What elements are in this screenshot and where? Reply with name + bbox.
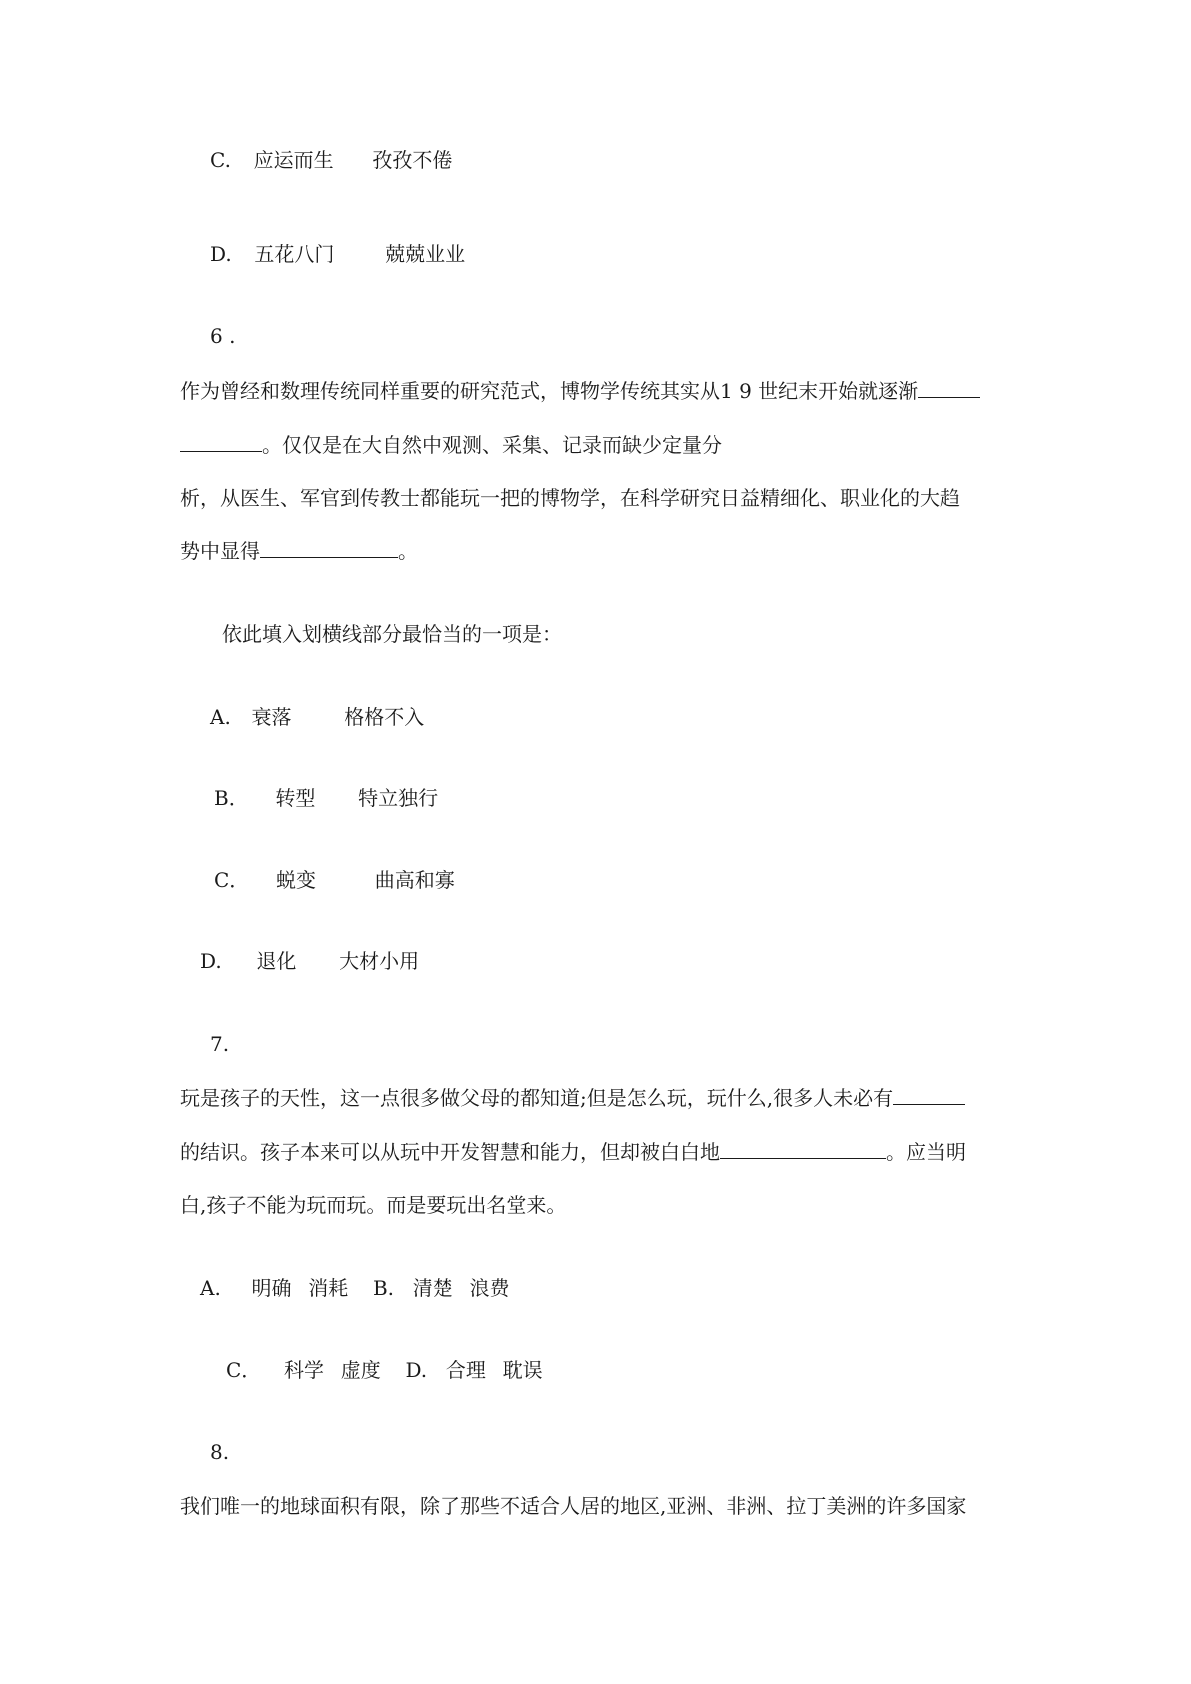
q6-option-a xyxy=(210,703,424,731)
q6-blank-1b xyxy=(180,431,262,452)
q7-option-a-word2: 消耗 xyxy=(308,1276,349,1300)
q7-option-c-word2: 虚度 xyxy=(340,1358,381,1382)
q6-stem-line1-text: 作为曾经和数理传统同样重要的研究范式，博物学传统其实从1 9 世纪末开始就逐渐 xyxy=(180,379,919,403)
q6-stem-line4-post: 。 xyxy=(398,539,418,563)
q7-option-a-word1: 明确 xyxy=(251,1276,292,1300)
q7-option-d-word2: 耽误 xyxy=(502,1358,543,1382)
q7-option-b-word1: 清楚 xyxy=(412,1276,453,1300)
q6-option-d xyxy=(200,947,419,975)
q6-stem-line3: 析，从医生、军官到传教士都能玩一把的博物学，在科学研究日益精细化、职业化的大趋 xyxy=(180,486,960,510)
q6-option-b xyxy=(214,784,438,812)
q6-option-a-word2: 格格不入 xyxy=(344,705,425,729)
q7-blank-2 xyxy=(720,1138,886,1159)
q6-stem-line2-text: 。仅仅是在大自然中观测、采集、记录而缺少定量分 xyxy=(262,433,722,457)
q5-option-c xyxy=(210,146,452,174)
q7-option-d-word1: 合理 xyxy=(445,1358,486,1382)
q7-stem-line1 xyxy=(180,1084,1010,1112)
q5-option-d xyxy=(210,240,465,268)
q5-option-d-word2: 兢兢业业 xyxy=(385,242,466,266)
q6-stem-line4 xyxy=(180,537,1010,565)
q7-option-d-letter: D. xyxy=(405,1358,428,1382)
q6-option-d-letter: D. xyxy=(200,949,222,973)
q7-stem-line2-post: 。应当明 xyxy=(886,1140,966,1164)
q6-blank-1a xyxy=(918,377,980,398)
q7-stem-line1-text: 玩是孩子的天性，这一点很多做父母的都知道;但是怎么玩，玩什么,很多人未必有 xyxy=(180,1086,894,1110)
q6-option-c-letter: C． xyxy=(214,868,250,892)
q6-option-b-word2: 特立独行 xyxy=(358,786,439,810)
q5-option-c-letter: C. xyxy=(210,148,231,172)
q6-prompt: 依此填入划横线部分最恰当的一项是： xyxy=(222,622,562,646)
q7-stem-line3: 白,孩子不能为玩而玩。而是要玩出名堂来。 xyxy=(180,1193,567,1217)
q6-option-d-word2: 大材小用 xyxy=(339,949,420,973)
q5-option-d-word1: 五花八门 xyxy=(254,242,335,266)
q6-blank-2 xyxy=(260,537,398,558)
q6-option-d-word1: 退化 xyxy=(256,949,297,973)
q6-number: 6 . xyxy=(210,324,236,348)
q7-option-b-letter: B. xyxy=(372,1276,395,1300)
q6-option-a-word1: 衰落 xyxy=(251,705,292,729)
q7-number: 7. xyxy=(210,1032,230,1056)
q6-stem-line1 xyxy=(180,377,1010,405)
q6-option-b-letter: B． xyxy=(214,786,249,810)
q7-blank-1 xyxy=(893,1084,965,1105)
q8-number: 8. xyxy=(210,1440,230,1464)
q6-option-b-word1: 转型 xyxy=(275,786,316,810)
q7-option-a-letter: A. xyxy=(200,1276,221,1300)
q6-option-c-word1: 蜕变 xyxy=(276,868,317,892)
q7-stem-line2-pre: 的结识。孩子本来可以从玩中开发智慧和能力，但却被白白地 xyxy=(180,1140,720,1164)
q6-option-c xyxy=(214,866,455,894)
q7-option-b-word2: 浪费 xyxy=(469,1276,510,1300)
q7-stem-line2 xyxy=(180,1138,1010,1166)
q6-option-a-letter: A. xyxy=(210,705,231,729)
q6-stem-line2 xyxy=(180,431,1010,459)
q6-stem-line4-pre: 势中显得 xyxy=(180,539,260,563)
q7-option-c-letter: C． xyxy=(226,1358,262,1382)
q7-option-c-word1: 科学 xyxy=(284,1358,325,1382)
q5-option-c-word2: 孜孜不倦 xyxy=(372,148,453,172)
q7-options-row1 xyxy=(200,1274,509,1302)
q8-stem-line1: 我们唯一的地球面积有限，除了那些不适合人居的地区,亚洲、非洲、拉丁美洲的许多国家 xyxy=(180,1494,967,1518)
q7-options-row2 xyxy=(226,1356,543,1384)
q5-option-c-word1: 应运而生 xyxy=(253,148,334,172)
q5-option-d-letter: D. xyxy=(210,242,232,266)
q6-option-c-word2: 曲高和寡 xyxy=(374,868,455,892)
